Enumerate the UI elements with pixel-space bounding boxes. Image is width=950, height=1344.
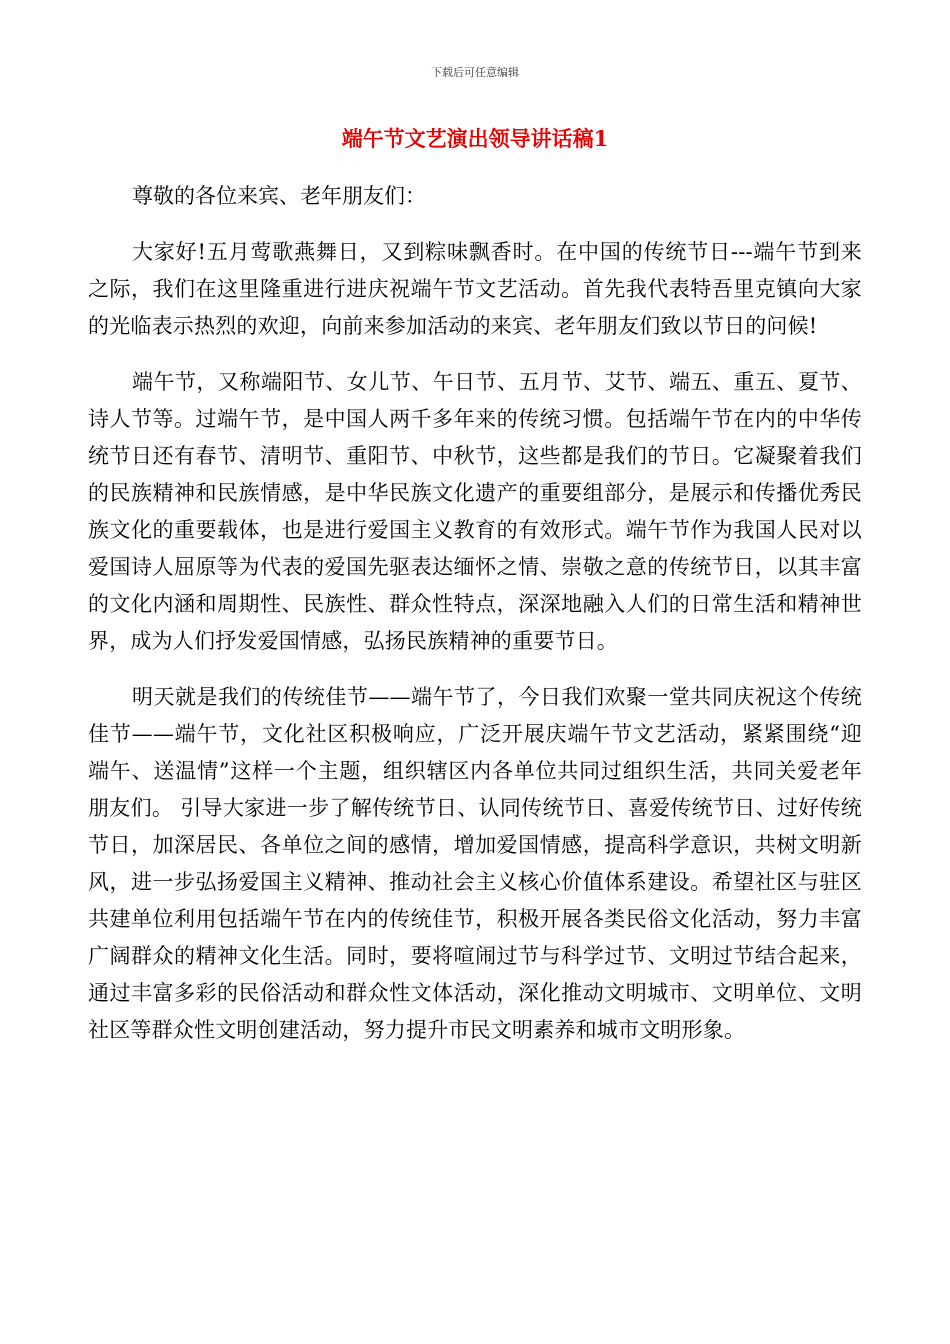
- paragraph-3: 明天就是我们的传统佳节——端午节了，今日我们欢聚一堂共同庆祝这个传统佳节——端午节，文化社区积极响应，广泛开展庆端午节文艺活动，紧紧围绕“迎端午、送温情”这样一个主题，组织辖区内各单位共同过组织生活，共同关爱老年朋友们。 引导大家进一步了解传统节日、认同传统节日、喜爱传统节日、过好传统节日，加深居民、各单位之间的感情，增加爱国情感，提高科学意识，共树文明新风，进一步弘扬爱国主义精神、推动社会主义核心价值体系建设。希望社区与驻区共建单位利用包括端午节在内的传统佳节，积极开展各类民俗文化活动，努力丰富广阔群众的精神文化生活。同时，要将喧闹过节与科学过节、文明过节结合起来，通过丰富多彩的民俗活动和群众性文体活动，深化推动文明城市、文明单位、文明社区等群众性文明创建活动，努力提升市民文明素养和城市文明形象。: [88, 685, 862, 1042]
- document-body: [88, 178, 862, 1068]
- paragraph-1: 大家好!五月莺歌燕舞日，又到粽味飘香时。在中国的传统节日---端午节到来之际，我们在这里隆重进行进庆祝端午节文艺活动。首先我代表特吾里克镇向大家的光临表示热烈的欢迎，向前来参加活动的来宾、老年朋友们致以节日的问候!: [88, 240, 862, 338]
- document-title: 端午节文艺演出领导讲话稿1: [341, 126, 609, 151]
- page-header-note: 下载后可任意编辑: [431, 66, 519, 79]
- salutation: 尊敬的各位来宾、老年朋友们：: [132, 184, 426, 208]
- paragraph-2: 端午节，又称端阳节、女儿节、午日节、五月节、艾节、端五、重五、夏节、诗人节等。过端午节，是中国人两千多年来的传统习惯。包括端午节在内的中华传统节日还有春节、清明节、重阳节、中秋节，这些都是我们的节日。它凝聚着我们的民族精神和民族情感，是中华民族文化遗产的重要组部分，是展示和传播优秀民族文化的重要载体，也是进行爱国主义教育的有效形式。端午节作为我国人民对以爱国诗人屈原等为代表的爱国先驱表达缅怀之情、崇敬之意的传统节日，以其丰富的文化内涵和周期性、民族性、群众性特点，深深地融入人们的日常生活和精神世界，成为人们抒发爱国情感，弘扬民族精神的重要节日。: [88, 370, 862, 653]
